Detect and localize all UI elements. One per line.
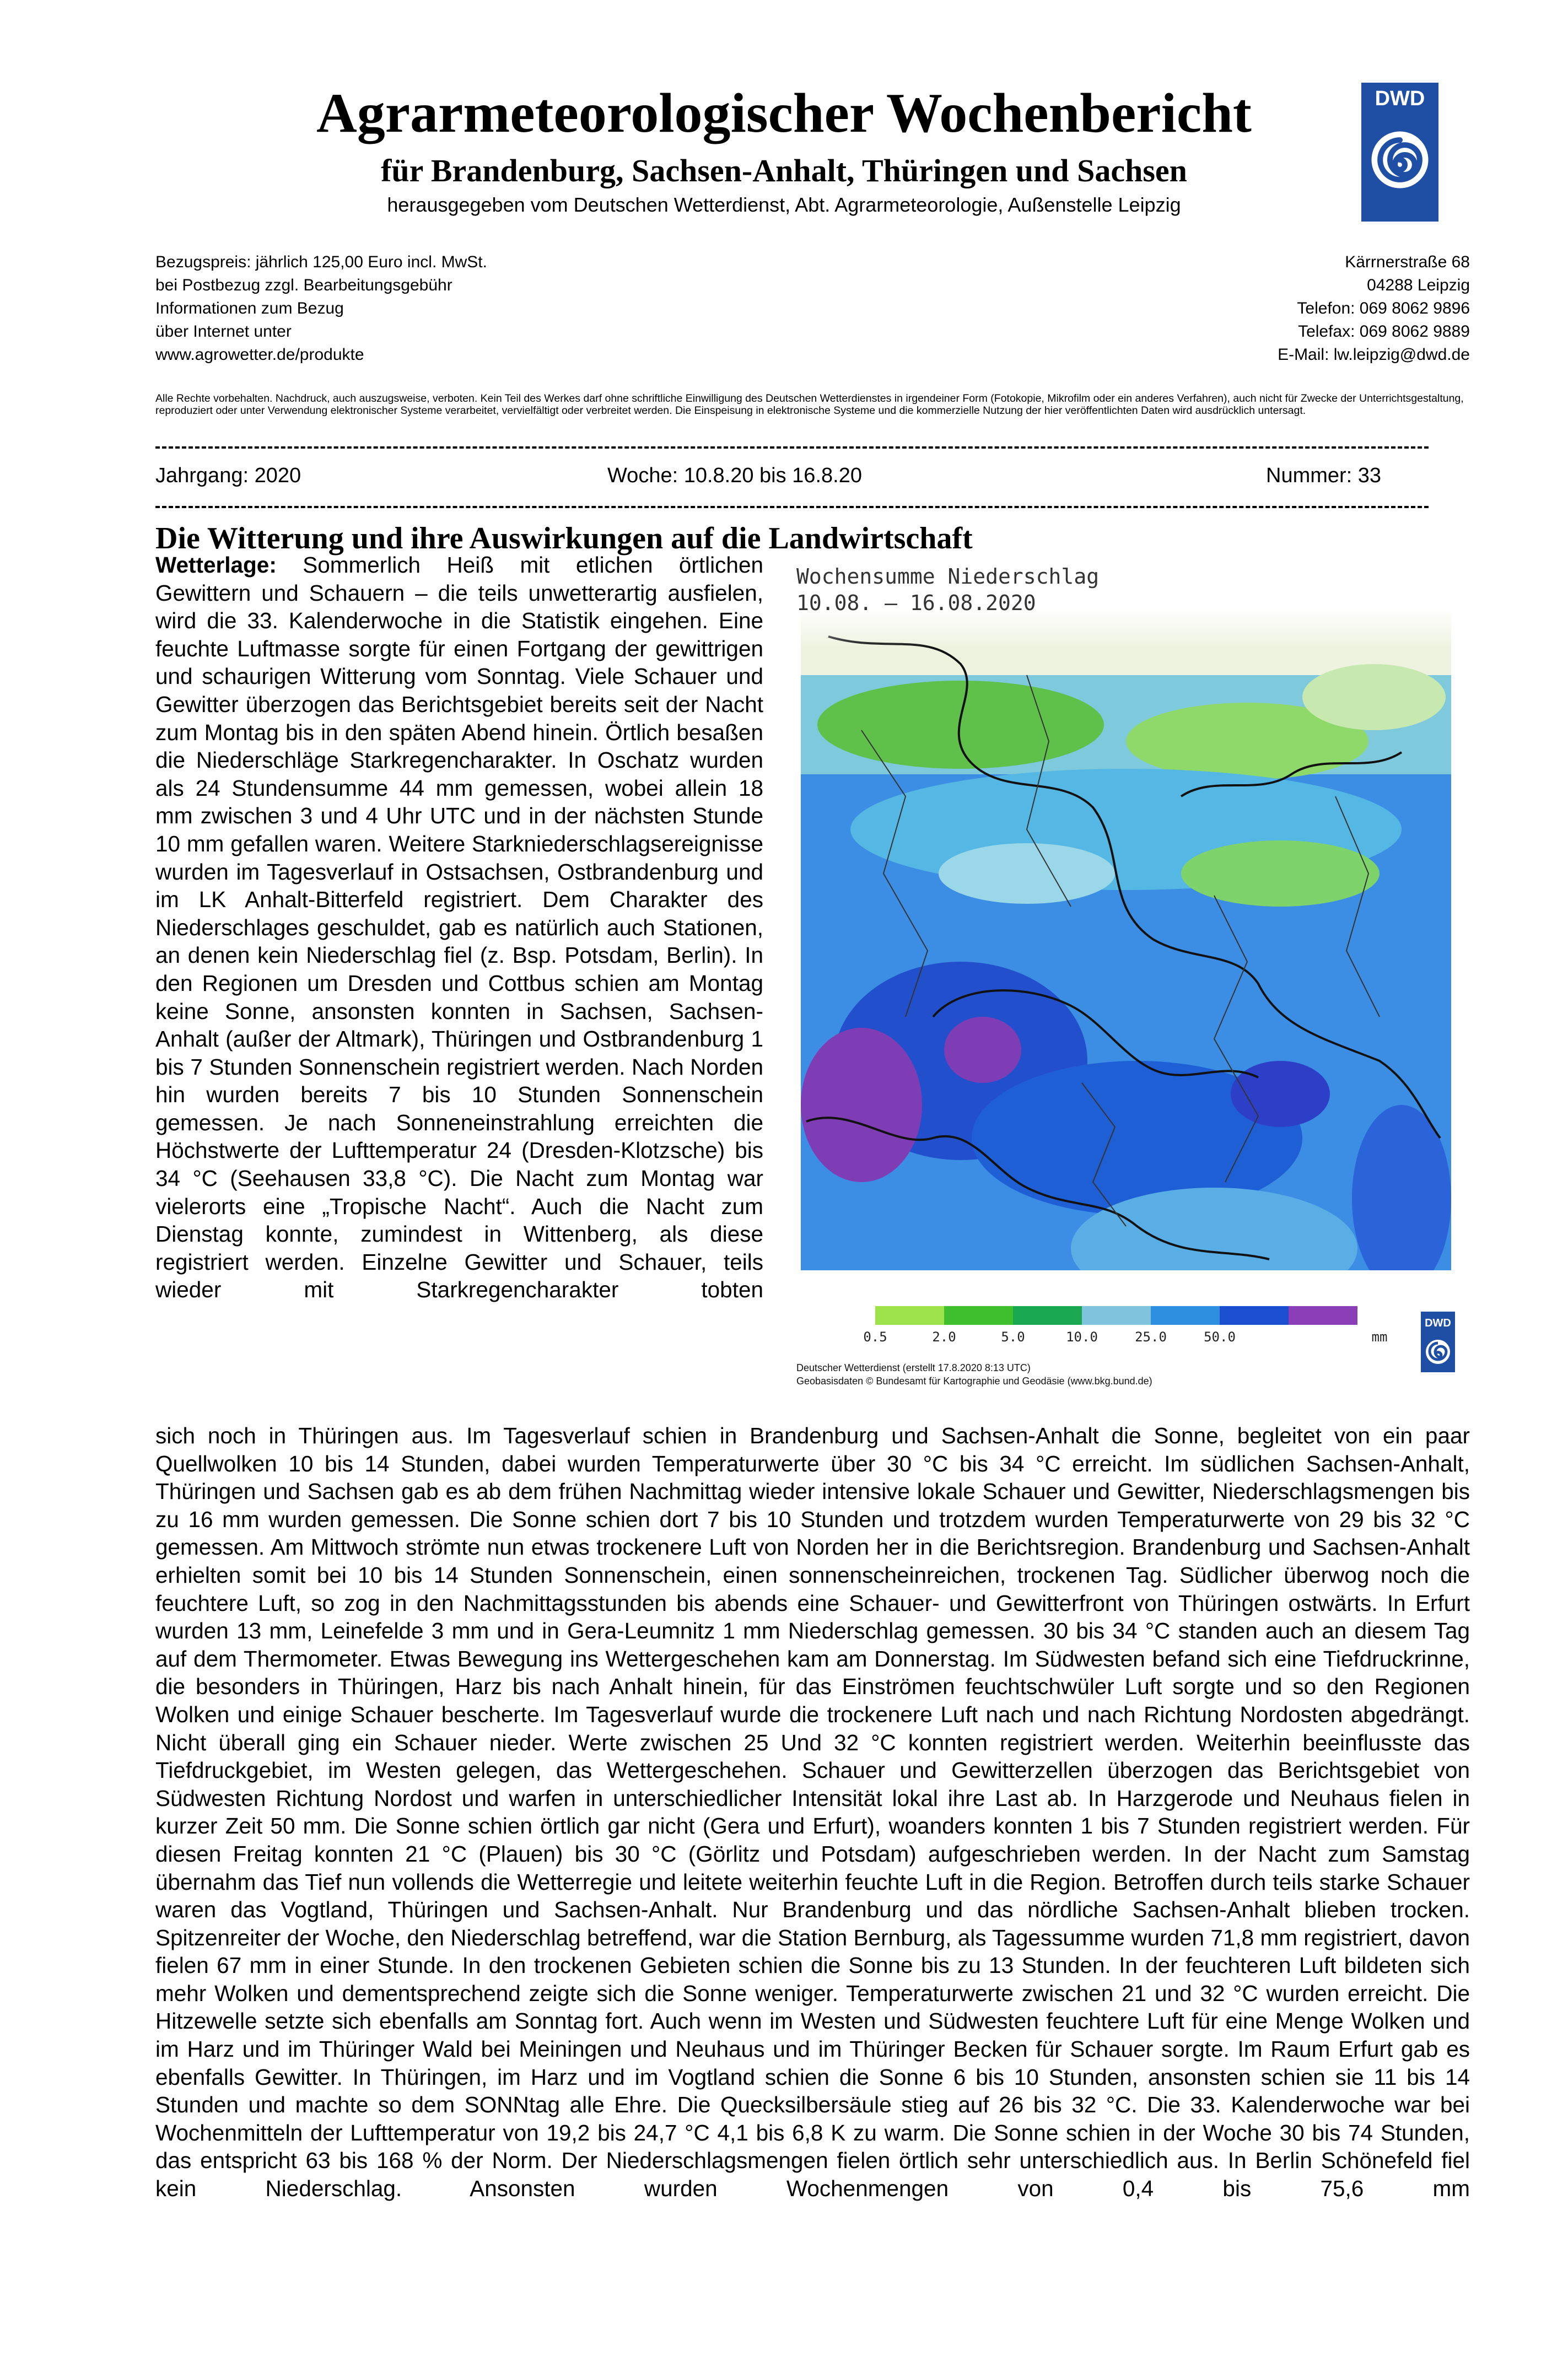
volume-year: Jahrgang: 2020 [155,464,301,487]
subscription-info [155,251,487,366]
dwd-swirl-icon [1369,129,1431,191]
dwd-logo-text: DWD [1375,87,1425,110]
legend-tick-label: 0.5 [863,1329,887,1345]
subscription-line: über Internet unter [155,322,292,341]
map-period: 10.08. – 16.08.2020 [796,591,1036,615]
divider-top [155,446,1429,449]
legend-swatch [806,1306,875,1325]
divider-bottom [155,506,1429,508]
legend-swatch [1220,1306,1289,1325]
legend-swatch [1289,1306,1357,1325]
issue-number: Nummer: 33 [1266,464,1382,487]
map-credit-line1: Deutscher Wetterdienst (erstellt 17.8.2020 8:13 UTC) [796,1362,1031,1373]
contact-street: Kärrnerstraße 68 [1345,253,1470,271]
section-heading: Die Witterung und ihre Auswirkungen auf die Landwirtschaft [155,521,973,556]
legend-swatch [1151,1306,1220,1325]
contact-info [1278,251,1470,366]
subscription-line: Informationen zum Bezug [155,299,344,317]
weather-paragraph-column [155,551,763,1422]
precipitation-map [795,565,1457,1408]
contact-phone: Telefon: 069 8062 9896 [1297,299,1470,317]
legend-tick-label: 50.0 [1204,1329,1236,1345]
subscription-link[interactable]: www.agrowetter.de/produkte [155,346,364,364]
legend-unit: mm [1371,1329,1388,1345]
legend-tick-label: 5.0 [1001,1329,1025,1345]
report-subtitle: für Brandenburg, Sachsen-Anhalt, Thüringen und Sachsen [381,153,1187,188]
weather-paragraph-full: sich noch in Thüringen aus. Im Tagesverlauf schien in Brandenburg und Sachsen-Anhalt die Sonne, begleitet von ein paar Quellwolken 10 bis 14 Stunden, dabei wurden Temperaturwerte über 30 °C bis 34 °C erreicht. Im südlichen Sachsen-Anhalt, Thüringen und Sachsen gab es ab dem frühen Nachmittag wieder intensive lokale Schauer und Gewitter, Niederschlagsmengen bis zu 16 mm wurden gemessen. Die Sonne schien dort 7 bis 10 Stunden und trotzdem wurden Temperaturwerte von 29 bis 32 °C gemessen. Am Mittwoch strömte nun etwas trockenere Luft von Norden her in die Berichtsregion. Brandenburg und Sachsen-Anhalt erhielten somit bei 10 bis 14 Stunden Sonnenschein, einen sonnenscheinreichen, trockenen Tag. Südlicher überwog noch die feuchtere Luft, so zog in den Nachmittagsstunden bis abends eine Schauer- und Gewitterfront von Thüringen ostwärts. In Erfurt wurden 13 mm, Leinefelde 3 mm und in Gera-Leumnitz 1 mm Niederschlag gemessen. 30 bis 34 °C standen auch an diesem Tag auf dem Thermometer. Etwas Bewegung ins Wettergeschehen kam am Donnerstag. Im Südwesten befand sich eine Tiefdruckrinne, die besonders in Thüringen, Harz bis nach Anhalt hinein, für das Einströmen feuchtschwüler Luft sorgte und so den Regionen Wolken und einige Schauer bescherte. Im Tagesverlauf wurde die trockenere Luft nach und nach Richtung Nordosten abgedrängt. Nicht überall ging ein Schauer nieder. Werte zwischen 25 Und 32 °C konnten registriert werden. Weiterhin beeinflusste das Tiefdruckgebiet, im Westen gelegen, das Wettergeschehen. Schauer und Gewitterzellen überzogen das Berichtsgebiet von Südwesten Richtung Nordost und warfen in unterschiedlicher Intensität lokal ihre Last ab. In Harzgerode und Neuhaus fielen in kurzer Zeit 50 mm. Die Sonne schien örtlich gar nicht (Gera und Erfurt), woanders konnten 1 bis 7 Stunden registriert werden. Für diesen Freitag konnten 21 °C (Plauen) bis 30 °C (Görlitz und Potsdam) aufgeschrieben werden. In der Nacht zum Samstag übernahm das Tief nun vollends die Wetterregie und leitete weiterhin feuchte Luft in die Region. Betroffen durch teils starke Schauer waren das Vogtland, Thüringen und Sachsen-Anhalt. Nur Brandenburg und das nördliche Sachsen-Anhalt blieben trocken. Spitzenreiter der Woche, den Niederschlag betreffend, war die Station Bernburg, als Tagessumme wurden 71,8 mm registriert, davon fielen 67 mm in einer Stunde. In den trockenen Gebieten schien die Sonne bis zu 13 Stunden. In der feuchteren Luft bildeten sich mehr Wolken und dementsprechend zeigte sich die Sonne weniger. Temperaturwerte zwischen 21 und 32 °C wurden erreicht. Die Hitzewelle setzte sich ebenfalls am Sonntag fort. Auch wenn im Westen und Südwesten feuchtere Luft für eine Menge Wolken und im Harz und im Thüringer Wald bei Meiningen und Neuhaus und im Thüringer Becken für Schauer sorgte. Im Raum Erfurt gab es ebenfalls Gewitter. In Thüringen, im Harz und im Vogtland schien die Sonne 6 bis 10 Stunden, ansonsten schien sie 11 bis 14 Stunden und machte so dem SONNtag alle Ehre. Die Quecksilbersäule stieg auf 26 bis 32 °C. Die 33. Kalenderwoche war bei Wochenmitteln der Lufttemperatur von 19,2 bis 24,7 °C 4,1 bis 6,8 K zu warm. Die Sonne schien in der Woche 30 bis 74 Stunden, das entspricht 63 bis 168 % der Norm. Der Niederschlagsmengen fielen örtlich sehr unterschiedlich aus. In Berlin Schönefeld fiel kein Niederschlag. Ansonsten wurden Wochenmengen von 0,4 bis 75,6 mm [155,1423,1470,2202]
legend-swatch [944,1306,1013,1325]
map-credit [796,1361,1152,1388]
legend-swatch [1013,1306,1082,1325]
weather-label: Wetterlage: [155,552,277,578]
contact-email[interactable]: E-Mail: lw.leipzig@dwd.de [1278,346,1470,364]
legend-swatch [875,1306,944,1325]
subscription-line: Bezugspreis: jährlich 125,00 Euro incl. MwSt. [155,253,487,271]
map-title: Wochensumme Niederschlag [796,564,1100,589]
dwd-logo [1361,83,1438,222]
map-credit-line2: Geobasisdaten © Bundesamt für Kartographie und Geodäsie (www.bkg.bund.de) [796,1376,1152,1387]
publisher-line: herausgegeben vom Deutschen Wetterdienst, Abt. Agrarmeteorologie, Außenstelle Leipzig [387,193,1181,216]
legend-tick-label: 25.0 [1135,1329,1167,1345]
dwd-logo-small [1421,1312,1455,1372]
report-title: Agrarmeteorologischer Wochenbericht [316,82,1252,144]
week-range: Woche: 10.8.20 bis 16.8.20 [607,464,862,487]
rights-notice: Alle Rechte vorbehalten. Nachdruck, auch auszugsweise, verboten. Kein Teil des Werkes darf ohne schriftliche Einwilligung des Deutschen Wetterdienstes in irgendeiner Form (Fotokopie, Mikrofilm oder ein anderes Verfahren), auch nicht für Zwecke der Unterrichtsgestaltung, reproduziert oder unter Verwendung elektronischer Systeme verarbeitet, vervielfältigt oder verbreitet werden. Die Einspeisung in elektronische Systeme und die kommerzielle Nutzung der hier veröffentlichten Daten wird ausdrücklich untersagt. [155,392,1464,417]
contact-fax: Telefax: 069 8062 9889 [1298,322,1470,341]
contact-city: 04288 Leipzig [1367,276,1470,294]
dwd-logo-small-text: DWD [1425,1317,1451,1329]
weather-text-column: Sommerlich Heiß mit etlichen örtlichen Gewittern und Schauern – die teils unwetterartig ausfielen, wird die 33. Kalenderwoche in die Statistik eingehen. Eine feuchte Luftmasse sorgte für einen Fortgang der gewittrigen und schaurigen Witterung vom Sonntag. Viele Schauer und Gewitter überzogen das Berichtsgebiet bereits seit der Nacht zum Montag bis in den späten Abend hinein. Örtlich besaßen die Niederschläge Starkregencharakter. In Oschatz wurden als 24 Stundensumme 44 mm gemessen, wobei allein 18 mm zwischen 3 und 4 Uhr UTC und in der nächsten Stunde 10 mm gefallen waren. Weitere Starkniederschlagsereignisse wurden im Tagesverlauf in Ostsachsen, Ostbrandenburg und im LK Anhalt-Bitterfeld registriert. Dem Charakter des Niederschlages geschuldet, gab es natürlich auch Stationen, an denen kein Niederschlag fiel (z. Bsp. Potsdam, Berlin). In den Regionen um Dresden und Cottbus schien am Montag keine Sonne, ansonsten konnten in Sachsen, Sachsen-Anhalt (außer der Altmark), Thüringen und Ostbrandenburg 1 bis 7 Stunden Sonnenschein registriert werden. Nach Norden hin wurden bereits 7 bis 10 Stunden Sonnenschein gemessen. Je nach Sonneneinstrahlung erreichten die Höchstwerte der Lufttemperatur 24 (Dresden-Klotzsche) bis 34 °C (Seehausen 33,8 °C). Die Nacht zum Montag war vielerorts eine „Tropische Nacht“. Auch die Nacht zum Dienstag konnte, zumindest in Wittenberg, als diese registriert werden. Einzelne Gewitter und Schauer, teils wieder mit Starkregencharakter tobten [155,552,763,1303]
legend-swatch [1082,1306,1151,1325]
legend-tick-label: 10.0 [1066,1329,1098,1345]
subscription-line: bei Postbezug zzgl. Bearbeitungsgebühr [155,276,452,294]
legend-tick-label: 2.0 [932,1329,956,1345]
map-title-block [796,563,1099,616]
